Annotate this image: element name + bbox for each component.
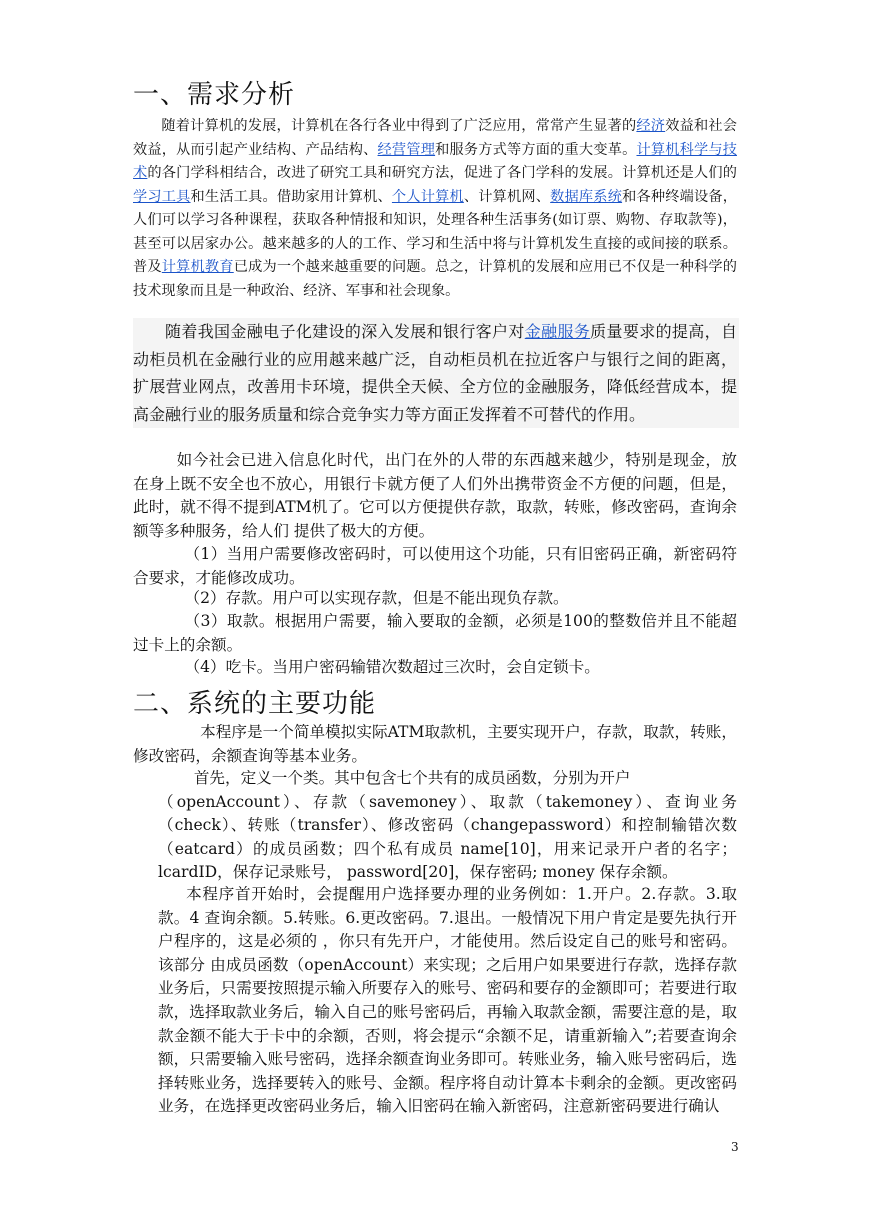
section1-heading: 一、需求分析 [133, 80, 296, 110]
inline-link[interactable]: 计算机教育 [161, 259, 234, 275]
page-number: 3 [731, 1140, 739, 1154]
inline-link[interactable]: 计算机科学与技术 [133, 141, 737, 181]
list-item: （4）吃卡。当用户密码输错次数超过三次时，会自定锁卡。 [184, 658, 600, 676]
list-item: （1）当用户需要修改密码时，可以使用这个功能，只有旧密码正确，新密码符合要求，才能修改成功。 [133, 545, 737, 587]
inline-link[interactable]: 数据库系统 [550, 188, 623, 205]
section1-paragraph-1 [133, 115, 737, 303]
section2-heading: 二、系统的主要功能 [133, 689, 377, 719]
text-run: 、计算机网、 [463, 188, 551, 205]
inline-link[interactable]: 金融服务 [524, 322, 591, 341]
section2-paragraph-3: 本程序首开始时，会提醒用户选择要办理的业务例如：1.开户。2.存款。3.取款。4 查询余额。5.转账。6.更改密码。7.退出。一般情况下用户肯定是要先执行开户程序的，这是必须的 ，你只有先开户，才能使用。然后设定自己的账号和密码。该部分 由成员函数（openAccount）来实现；之后用户如果要进行存款，选择存款业务后，只需要按照提示输入所要存入的账号、密码和要存的金额即可；若要进行取款，选择取款业务后，输入自己的账号密码后，再输入取款金额，需要注意的是，取款金额不能大于卡中的余额，否则，将会提示“余额不足，请重新输入”;若要查询余额，只需要输入账号密码，选择余额查询业务即可。转账业务，输入账号密码后，选择转账业务，选择要转入的账号、金额。程序将自动计算本卡剩余的金额。更改密码业务，在选择更改密码业务后，输入旧密码在输入新密码，注意新密码要进行确认 [158, 885, 737, 1116]
list-item: （3）取款。根据用户需要，输入要取的金额，必须是100的整数倍并且不能超过卡上的余额。 [133, 612, 737, 654]
inline-link[interactable]: 个人计算机 [391, 188, 464, 205]
list-item: （2）存款。用户可以实现存款，但是不能出现负存款。 [184, 589, 569, 607]
text-run: 随着计算机的发展，计算机在各行各业中得到了广泛应用，常常产生显著的 [161, 118, 637, 134]
section2-paragraph-2-body: （openAccount）、存款（savemoney）、取款（takemoney）、查询业务（check）、转账（transfer）、修改密码（changepassword）和控制输错次数（eatcard）的成员函数；四个私有成员 name[10]，用来记录开户者的名字； lcardID，保存记录账号， password[20]，保存密码; money 保存余额。 [158, 792, 737, 882]
text-run: 和各种终端设备，人们可以学习各种课程，获取各种情报和知识，处理各种生活事务(如订票、购物、存取款等)，甚至可以居家办公。越来越多的人的工作、学习和生活中将与计算机发生直接的或间接的联系。普及 [133, 188, 737, 275]
section2-paragraph-2 [133, 767, 737, 885]
text-run: 随着我国金融电子化建设的深入发展和银行客户对 [165, 322, 525, 341]
text-run: 质量要求的提高，自动柜员机在金融行业的应用越来越广泛，自动柜员机在拉近客户与银行之间的距离，扩展营业网点，改善用卡环境，提供全天候、全方位的金融服务，降低经营成本，提高金融行业的服务质量和综合竞争实力等方面正发挥着不可替代的作用。 [133, 322, 737, 424]
inline-link[interactable]: 学习工具 [133, 188, 191, 205]
section2-paragraph-2-first-line: 首先，定义一个类。其中包含七个共有的成员函数，分别为开户 [193, 769, 631, 787]
section2-paragraph-1: 本程序是一个简单模拟实际ATM取款机，主要实现开户，存款，取款，转账，修改密码，余额查询等基本业务。 [133, 723, 737, 765]
text-run: 已成为一个越来越重要的问题。总之，计算机的发展和应用已不仅是一种科学的技术现象而且是一种政治、经济、军事和社会现象。 [133, 259, 737, 299]
section1-paragraph-2 [133, 318, 739, 428]
inline-link[interactable]: 经济 [636, 118, 666, 134]
inline-link[interactable]: 经营管理 [377, 141, 436, 158]
text-run: 的各门学科相结合，改进了研究工具和研究方法，促进了各门学科的发展。计算机还是人们的 [147, 165, 737, 181]
text-run: 效益和社会效益，从而引起产业结构、产品结构、 [133, 118, 737, 158]
text-run: 和服务方式等方面的重大变革。 [435, 141, 637, 158]
section1-paragraph-3: 如今社会已进入信息化时代，出门在外的人带的东西越来越少，特别是现金，放在身上既不安全也不放心，用银行卡就方便了人们外出携带资金不方便的问题，但是，此时，就不得不提到ATM机了。它可以方便提供存款，取款，转账，修改密码，查询余额等多种服务，给人们 提供了极大的方便。 [133, 451, 737, 540]
text-run: 和生活工具。借助家用计算机、 [190, 188, 392, 205]
